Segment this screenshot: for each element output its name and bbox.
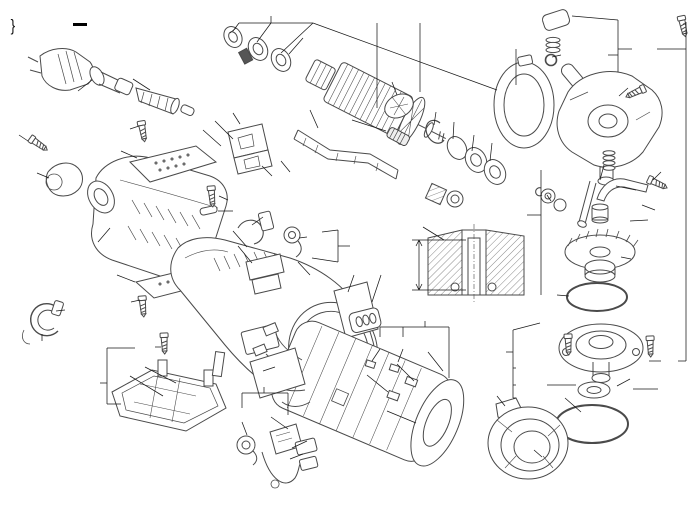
figure-title [73,23,87,26]
revision-brace: } [10,16,16,35]
revision-block [9,16,17,35]
